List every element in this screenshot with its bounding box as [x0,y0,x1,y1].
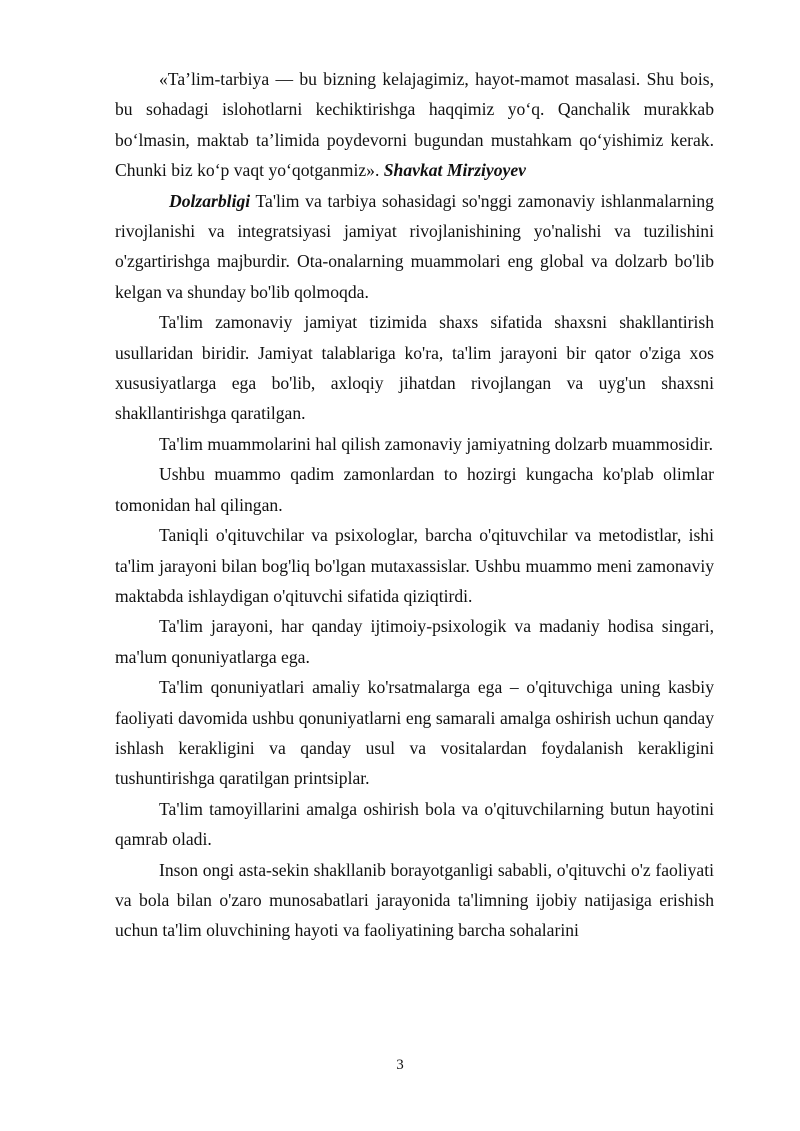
epigraph-paragraph [115,64,714,186]
relevance-text: Ta'lim va tarbiya sohasidagi so'nggi zamonaviy ishlanmalarning rivojlanishi va integratsiyasi jamiyat rivojlanishining yo'nalishi va tuzilishini o'zgartirishga majburdir. Ota-onalarning muammolari eng global va dolzarb bo'lib kelgan va shunday bo'lib qolmoqda. [115,190,714,302]
body-paragraph: Ta'lim qonuniyatlari amaliy ko'rsatmalarga ega – o'qituvchiga uning kasbiy faoliyati davomida ushbu qonuniyatlarni eng samarali amalga oshirish uchun qanday ishlash kerakligini va qanday usul va vositalardan foydalanish kerakligini tushuntirishga qaratilgan printsiplar. [115,677,714,789]
body-paragraph: Taniqli o'qituvchilar va psixologlar, barcha o'qituvchilar va metodistlar, ishi ta'lim jarayoni bilan bog'liq bo'lgan mutaxassislar. Ushbu muammo meni zamonaviy maktabda ishlaydigan o'qituvchi sifatida qiziqtirdi. [115,525,714,606]
page-number: 3 [396,1057,404,1073]
body-paragraph: Ushbu muammo qadim zamonlardan to hozirgi kungacha ko'plab olimlar tomonidan hal qilingan. [115,464,714,515]
relevance-paragraph [115,186,714,308]
epigraph-author: Shavkat Mirziyoyev [383,160,526,181]
body-paragraph: Ta'lim jarayoni, har qanday ijtimoiy-psixologik va madaniy hodisa singari, ma'lum qonuniyatlarga ega. [115,616,714,667]
body-paragraph: Inson ongi asta-sekin shakllanib borayotganligi sababli, o'qituvchi o'z faoliyati va bola bilan o'zaro munosabatlari jarayonida ta'limning ijobiy natijasiga erishish uchun ta'lim oluvchining hayoti va faoliyatining barcha sohalarini [115,859,714,941]
body-paragraph: Ta'lim zamonaviy jamiyat tizimida shaxs sifatida shaxsni shakllantirish usullaridan biridir. Jamiyat talablariga ko'ra, ta'lim jarayoni bir qator o'ziga xos xususiyatlarga ega bo'lib, axloqiy jihatdan rivojlangan va uyg'un shaxsni shakllantirishga qaratilgan. [115,312,714,424]
relevance-term: Dolzarbligi [169,190,251,211]
epigraph-quote: «Ta’lim-tarbiya — bu bizning kelajagimiz, hayot-mamot masalasi. Shu bois, bu sohadagi islohotlarni kechiktirishga haqqimiz yo‘q. Qanchalik murakkab bo‘lmasin, maktab ta’limida poydevorni bugundan mustahkam qo‘yishimiz kerak. Chunki biz ko‘p vaqt yo‘qotganmiz». [115,69,714,181]
body-paragraph: Ta'lim tamoyillarini amalga oshirish bola va o'qituvchilarning butun hayotini qamrab oladi. [115,798,714,850]
body-paragraph: Ta'lim muammolarini hal qilish zamonaviy jamiyatning dolzarb muammosidir. [159,433,714,454]
